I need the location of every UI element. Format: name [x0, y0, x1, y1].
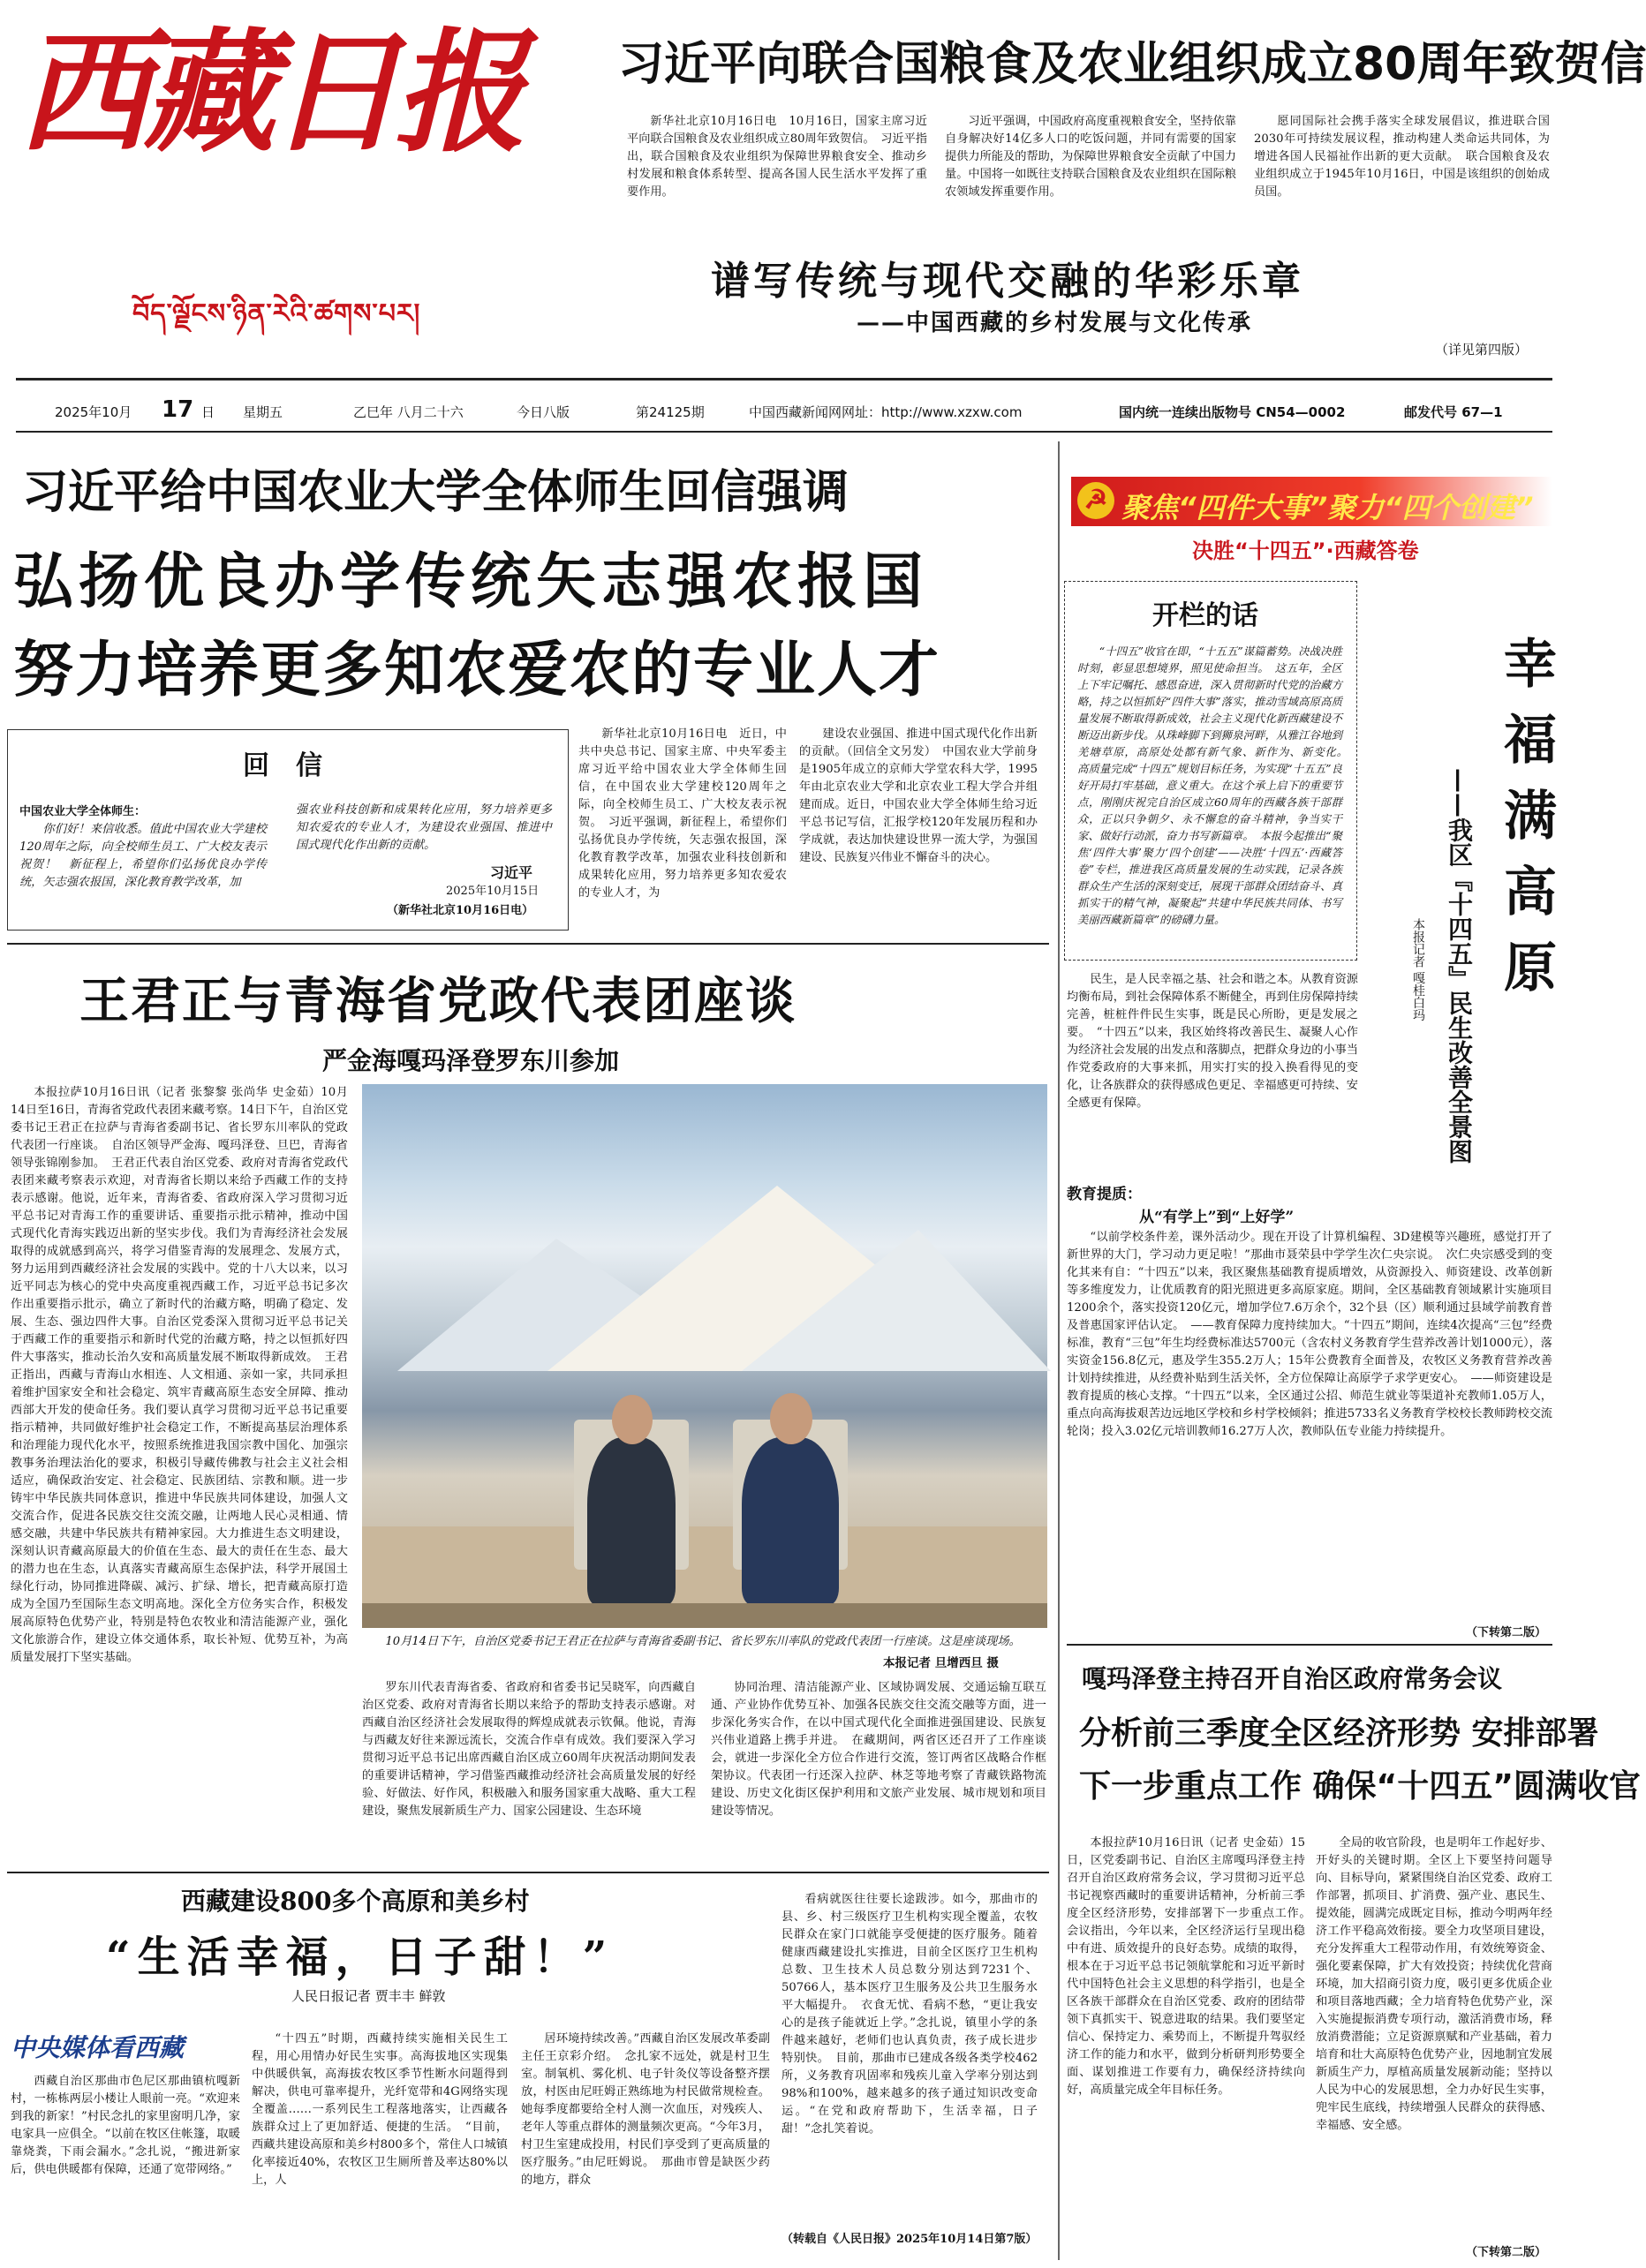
lead-headline-2: 努力培养更多知农爱农的专业人才 [13, 636, 941, 705]
gov-col2: 全局的收官阶段，也是明年工作起好步、开好头的关键时期。全区上下要坚持问题导向、目标导向，紧紧围绕自治区党委、政府工作部署，抓项目、扩消费、强产业、惠民生、提效能，圆满完成既定目标，推动今明两年经济工作平稳高效衔接。要全力攻坚项目建设，充分发挥重大工程带动作用，有效统筹资金、强化要素保障，扩大有效投资；持续优化营商环境，加大招商引资力度，吸引更多优质企业和项目落地西藏；全力培育特色优势产业，深入实施提振消费专项行动，激活消费市场，释放消费潜能；立足资源禀赋和产业基础，着力培育和壮大高原特色优势产业，因地制宜发展新质生产力，厚植高质量发展新动能；坚持以人民为中心的发展思想，全力办好民生实事，兜牢民生底线，持续增强人民群众的获得感、幸福感、安全感。 [1316, 1836, 1552, 2132]
village-headline: “生活幸福，日子甜！” [106, 1933, 615, 1982]
wang-col1: 本报拉萨10月16日讯（记者 张黎黎 张尚华 史金茹）10月14日至16日，青海省党政代表团来藏考察。14日下午，自治区党委书记王君正在拉萨与青海省委副书记、省长罗东川率队的党政代表团一行座谈。 自治区领导严金海、嘎玛泽登、旦巴，青海省领导张锦刚参加。 王君正代表自治区党委、政府对青海省党政代表团来藏考察表示欢迎，对青海省长期以来给予西藏工作的支持表示感谢。他说，近年来，青海省委、省政府深入学习贯彻习近平总书记对青海工作的重要讲话、重要指示批示精神，推动中国式现代化青海实践迈出新的坚实步伐。我们为青海经济社会发展取得的成就感到高兴，将学习借鉴青海的发展理念、发展方式，努力运用到西藏经济社会发展的实践中。党的十八大以来，以习近平同志为核心的党中央高度重视西藏工作，习近平总书记多次作出重要指示批示，确立了新时代的治藏方略，明确了稳定、发展、生态、强边四件大事。自治区党委深入贯彻习近平总书记关于西藏工作的重要指示和新时代党的治藏方略，持之以恒抓好四件大事落实，推动长治久安和高质量发展不断取得新成效。 王君正指出，西藏与青海山水相连、人文相通、亲如一家，共同承担着维护国家安全和社会稳定、筑牢青藏高原生态安全屏障、推动西部大开发的使命任务。我们要认真学习贯彻习近平总书记重要指示精神，共同做好维护社会稳定工作，不断提高基层治理体系和治理能力现代化水平，按照系统推进我国宗教中国化、加强宗教事务治理法治化的要求，积极引导藏传佛教与社会主义社会相适应，确保政治安定、社会稳定、民族团结、宗教和顺。进一步铸牢中华民族共同体意识，推进中华民族共同体建设，加强人文交流合作，促进各民族交往交流交融，让两地人民心灵相通、情感交融，共建中华民族共有精神家园。大力推进生态文明建设，深刻认识青藏高原最大的价值在生态、最大的责任在生态、最大的潜力也在生态，认真落实青藏高原生态保护法，科学开展国土绿化行动，协同推进降碳、减污、扩绿、增长，把青藏高原打造成为全国乃至国际生态文明高地。深化全方位务实合作，积极发展高原特色优势产业，特别是特色农牧业和清洁能源产业，强化文化旅游合作，建设立体交通体系，取长补短、优势互补，为高质量发展打下坚实基础。 [11, 1086, 348, 1664]
letter-salutation: 中国农业大学全体师生： [19, 805, 147, 818]
lead-separator [7, 943, 1049, 945]
column-divider [1058, 441, 1060, 2260]
feature-headline: 谱写传统与现代交融的华彩乐章 [711, 259, 1304, 304]
gov-kicker: 嘎玛泽登主持召开自治区政府常务会议 [1082, 1664, 1503, 1693]
lead-body-1: 新华社北京10月16日电 近日，中共中央总书记、国家主席、中央军委主席习近平给中国农业大学全体师生回信，在中国农业大学建校120周年之际，向全校师生员工、广大校友表示祝贺。 习近平强调，新征程上，希望你们弘扬优良办学传统，矢志强农报国，深化教育教学改革，加强农业科技创新和成果转化应用，努力培养更多知农爱农的专业人才，为 [578, 727, 787, 900]
village-col4: 看病就医往往要长途跋涉。如今，那曲市的县、乡、村三级医疗卫生机构实现全覆盖，农牧民群众在家门口就能享受便捷的医疗服务。随着健康西藏建设扎实推进，目前全区医疗卫生机构总数、卫生技术人员总数分别达到7231个、50766人，基本医疗卫生服务及公共卫生服务水平大幅提升。 衣食无忧、看病不愁，“更让我安心的是孩子能就近上学。”念扎说，镇里小学的条件越来越好，老师们也认真负责，孩子成长进步特别快。 目前，那曲市已建成各级各类学校462所，义务教育巩固率和残疾儿童入学率分别达到98%和100%，越来越多的孩子通过知识改变命运。“在党和政府帮助下，生活幸福，日子甜！”念扎笑着说。 [781, 1893, 1038, 2136]
edu-label: 教育提质： [1067, 1186, 1142, 1203]
village-col2: “十四五”时期，西藏持续实施相关民生工程，用心用情办好民生实事。高海拔地区实现集中供暖供氧，高海拔农牧区季节性断水问题得到解决，供电可靠率提升，光纤宽带和4G网络实现全覆盖……一系列民生工程落地落实，让西藏各族群众过上了更加舒适、便捷的生活。 “目前，西藏共建设高原和美乡村800多个，常住人口城镇化率接近40%，农牧区卫生厕所普及率达80%以上，人 [252, 2032, 508, 2187]
letter-sign: 习近平 [490, 864, 533, 881]
photo-credit: 本报记者 旦增西旦 摄 [883, 1656, 999, 1670]
date-weekday: 星期五 [243, 404, 283, 420]
gov-headline-2: 下一步重点工作 确保“十四五”圆满收官 [1079, 1768, 1641, 1805]
right-continued: （下转第二版） [1466, 1626, 1547, 1639]
top-story-col3: 愿同国际社会携手落实全球发展倡议，推进联合国2030年可持续发展议程，推动构建人类命运共同体，为增进各国人民福祉作出新的更大贡献。 联合国粮食及农业组织成立于1945年10月16日，中国是该组织的创始成员国。 [1254, 115, 1550, 199]
letter-date: 2025年10月15日 [446, 885, 540, 898]
gov-continued: （下转第二版） [1466, 2246, 1547, 2259]
date-lunar: 乙巳年 八月二十六 [353, 404, 464, 420]
gov-headline-1: 分析前三季度全区经济形势 安排部署 [1079, 1715, 1599, 1752]
editorial-title: 开栏的话 [1152, 600, 1258, 631]
photo-head-left [612, 1395, 653, 1444]
date-day-suffix: 日 [201, 404, 215, 420]
lead-kicker: 习近平给中国农业大学全体师生回信强调 [22, 466, 849, 519]
masthead-tibetan: བོད་ལྗོངས་ཉིན་རེའི་ཚགས་པར། [132, 298, 421, 329]
banner-subtitle: 决胜“十四五”·西藏答卷 [1192, 539, 1419, 563]
dateline-rule-bottom [16, 431, 1552, 433]
top-headline: 习近平向联合国粮食及农业组织成立80周年致贺信 [618, 38, 1646, 91]
photo-person-left [587, 1437, 676, 1605]
date-postal: 邮发代号 67—1 [1404, 404, 1503, 420]
date-website: 中国西藏新闻网网址：http://www.xzxw.com [749, 404, 1023, 420]
right-body-2: “以前学校条件差，课外活动少。现在开设了计算机编程、3D建模等兴趣班，感觉打开了新世界的大门，学习动力更足啦！”那曲市聂荣县中学学生次仁央宗说。 次仁央宗感受到的变化其来有自：“十四五”以来，我区聚焦基础教育提质增效，从资源投入、师资建设、改革创新等多维度发力，让优质教育的阳光照进更多高原家庭。期间，全区基础教育领域累计实施项目1200余个，落实投资120亿元，增加学位7.6万余个，32个县（区）顺利通过县域学前教育普及普惠国家评估认定。 ——教育保障力度持续加大。“十四五”期间，连续4次提高“三包”经费标准，教育“三包”年生均经费标准达5700元（含农村义务教育学生营养改善计划1000元），落实资金156.8亿元，惠及学生355.2万人；15年公费教育全面普及，农牧区义务教育营养改善计划持续推进，从经费补贴到生活关怀，全方位保障让高原学子求学更安心。 ——师资建设是教育提质的核心支撑。“十四五”以来，全区通过公招、师范生就业等渠道补充教师1.05万人，重点向高海拔艰苦边远地区学校和乡村学校倾斜；推进5733名义务教育学校校长教师跨校交流轮岗；投入3.02亿元培训教师16.27万人次，教师队伍专业能力持续提升。 [1067, 1231, 1552, 1438]
gov-col1: 本报拉萨10月16日讯（记者 史金茹）15日，区党委副书记、自治区主席嘎玛泽登主持召开自治区政府常务会议，学习贯彻习近平总书记视察西藏时的重要讲话精神，分析前三季度全区经济形势，安排部署下一步重点工作。 会议指出，今年以来，全区经济运行呈现出稳中有进、质效提升的良好态势。成绩的取得，根本在于习近平总书记领航掌舵和习近平新时代中国特色社会主义思想的科学指引，也是全区各族干部群众在自治区党委、政府的团结带领下真抓实干、锐意进取的结果。我们要坚定信心、保持定力、乘势而上，不断提升驾驭经济工作的能力和水平，做到分析研判形势要全面、谋划推进工作要有力，确保经济持续向好，高质量完成全年目标任务。 [1067, 1836, 1318, 2097]
vertical-subhead: ——我区『十四五』民生改善全景图 [1445, 768, 1474, 1164]
letter-body-1: 你们好！来信收悉。值此中国农业大学建校120周年之际，向全校师生员工、广大校友表示祝贺！ 新征程上，希望你们弘扬优良办学传统，矢志强农报国，深化教育教学改革，加 [19, 823, 267, 889]
right-separator [1067, 1644, 1552, 1646]
photo-caption: 10月14日下午，自治区党委书记王君正在拉萨与青海省委副书记、省长罗东川率队的党政代表团一行座谈。这是座谈现场。 [385, 1635, 1021, 1648]
party-emblem-icon: ☭ [1077, 482, 1114, 519]
lead-headline-1: 弘扬优良办学传统矢志强农报国 [13, 547, 929, 617]
village-kicker: 西藏建设800多个高原和美乡村 [181, 1887, 530, 1916]
vertical-headline: 幸福满高原 [1495, 636, 1557, 1015]
masthead [18, 9, 520, 216]
wang-col3: 协同治理、清洁能源产业、区域协调发展、交通运输互联互通、产业协作优势互补、加强各民族交往交流交融等方面，进一步深化务实合作，在以中国式现代化全面推进强国建设、民族复兴伟业道路上携手并进。 在藏期间，两省区还召开了工作座谈会，就进一步深化全方位合作进行交流，签订两省区战略合作框架协议。代表团一行还深入拉萨、林芝等地考察了青藏铁路物流建设、历史文化街区保护利用和文旅产业发展、城市规划和项目建设等情况。 [711, 1681, 1046, 1818]
photo-person-right [742, 1437, 839, 1605]
date-pages: 今日八版 [517, 404, 570, 420]
village-byline: 人民日报记者 贾丰丰 鲜敦 [291, 1988, 446, 2004]
letter-source: （新华社北京10月16日电） [387, 904, 534, 917]
central-media-logo: 中央媒体看西藏 [11, 2033, 185, 2062]
meeting-photo [362, 1084, 1047, 1628]
date-cn: 国内统一连续出版物号 CN54—0002 [1119, 404, 1346, 420]
wang-headline: 王君正与青海省党政代表团座谈 [79, 973, 797, 1030]
wang-separator [7, 1872, 1049, 1873]
top-story-col1: 新华社北京10月16日电 10月16日，国家主席习近平向联合国粮食及农业组织成立80周年致贺信。 习近平指出，联合国粮食及农业组织为保障世界粮食安全、推动乡村发展和粮食体系转型、提高各国人民生活水平发挥了重要作用。 [627, 115, 927, 199]
date-day: 17 [162, 396, 194, 423]
edu-subhead: 从“有学上”到“上好学” [1139, 1209, 1295, 1226]
vertical-byline: 本报记者 嘎桂白玛 [1411, 918, 1425, 1021]
editorial-body: “十四五”收官在即，“十五五”谋篇蓄势。决战决胜时刻，彰显思想境界，照见使命担当。 这五年，全区上下牢记嘱托、感恩奋进，深入贯彻新时代党的治藏方略，持之以恒抓好“四件大事”落实，推动雪域高原高质量发展不断取得新成效，社会主义现代化新西藏建设不断迈出新步伐。从珠峰脚下到狮泉河畔，从雅江谷地到羌塘草原，高原处处都有新气象、新作为、新变化。 高质量完成“十四五”规划目标任务，为实现“十五五”良好开局打牢基础，意义重大。在这个承上启下的重要节点，刚刚庆祝完自治区成立60周年的西藏各族干部群众，正以只争朝夕、永不懈怠的奋斗精神，争当实干家、做好行动派，奋力书写新篇章。 本报今起推出“聚焦‘四件大事’聚力‘四个创建’——决胜‘十四五’·西藏答卷”专栏，推进我区高质量发展的生动实践，记录各族群众生产生活的深刻变迁，展现干部群众团结奋斗、真抓实干的精气神，凝聚起“共建中华民族共同体、书写美丽西藏新篇章”的磅礴力量。 [1077, 644, 1354, 926]
village-source: （转载自《人民日报》2025年10月14日第7版） [781, 2233, 1038, 2246]
date-prefix: 2025年10月 [55, 404, 132, 420]
photo-mountain-right [742, 1230, 1051, 1371]
village-col1: 西藏自治区那曲市色尼区那曲镇杭嘎新村，一栋栋两层小楼让人眼前一亮。“欢迎来到我的新家！”村民念扎的家里窗明几净，家电家具一应俱全。“以前在牧区住帐篷，取暖靠烧粪，下雨会漏水。”念扎说，“搬进新家后，供电供暖都有保障，还通了宽带网络。” [11, 2075, 240, 2176]
wang-col2: 罗东川代表青海省委、省政府和省委书记吴晓军，向西藏自治区党委、政府对青海省长期以来给予的帮助支持表示感谢。对西藏自治区经济社会发展取得的辉煌成就表示钦佩。他说，青海与西藏友好往来源远流长，交流合作卓有成效。我们要深入学习贯彻习近平总书记出席西藏自治区成立60周年庆祝活动期间发表的重要讲话精神，学习借鉴西藏推动经济社会高质量发展的好经验、好做法、好作风，积极融入和服务国家重大战略、重大工程建设，聚焦发展新质生产力、国家公园建设、生态环境 [362, 1681, 696, 1818]
dateline-rule-top [16, 378, 1552, 381]
lead-body-2: 建设农业强国、推进中国式现代化作出新的贡献。（回信全文另发） 中国农业大学前身是1905年成立的京师大学堂农科大学，1995年由北京农业大学和北京农业工程大学合并组建而成。近日，中国农业大学全体师生给习近平总书记写信，汇报学校120年发展历程和办学成就，表达加快建设世界一流大学，为强国建设、民族复兴伟业不懈奋斗的决心。 [799, 727, 1038, 864]
right-body-1: 民生，是人民幸福之基、社会和谐之本。从教育资源均衡布局，到社会保障体系不断健全，再到住房保障持续完善，桩桩件件民生实事，既是民心所盼，更是发展之要。 “十四五”以来，我区始终将改善民生、凝聚人心作为经济社会发展的出发点和落脚点，把群众身边的小事当作党委政府的大事来抓，用实打实的投入换看得见的变化，让各族群众的获得感成色更足、幸福感更可持续、安全感更有保障。 [1067, 973, 1358, 1110]
dateline-bar [0, 396, 1567, 427]
feature-note: （详见第四版） [1435, 342, 1529, 358]
top-story-col2: 习近平强调，中国政府高度重视粮食安全，坚持依靠自身解决好14亿多人口的吃饭问题，并同有需要的国家提供力所能及的帮助，为保障世界粮食安全贡献了中国力量。中国将一如既往支持联合国粮食及农业组织在国际粮农领域发挥重要作用。 [945, 115, 1236, 199]
photo-table [362, 1603, 1047, 1628]
photo-head-right [770, 1393, 812, 1444]
wang-subhead: 严金海嘎玛泽登罗东川参加 [322, 1046, 620, 1075]
letter-body-2: 强农业科技创新和成果转化应用，努力培养更多知农爱农的专业人才，为建设农业强国、推进中国式现代化作出新的贡献。 [296, 803, 552, 852]
village-col3: 居环境持续改善。”西藏自治区发展改革委副主任王京彩介绍。 念扎家不远处，就是村卫生室。制氧机、雾化机、电子针灸仪等设备整齐摆放，村医由尼旺姆正熟练地为村民做常规检查。她每季度都要给全村人测一次血压，对残疾人、老年人等重点群体的测量频次更高。“今年3月，村卫生室建成投用，村民们享受到了更高质量的医疗服务。”由尼旺姆说。 那曲市曾是缺医少药的地方，群众 [521, 2032, 770, 2187]
banner-title: 聚焦“四件大事”聚力“四个创建” [1121, 491, 1534, 524]
masthead-title: 西藏日报 [18, 15, 520, 170]
feature-subhead: ——中国西藏的乡村发展与文化传承 [857, 310, 1253, 336]
letter-title: 回 信 [243, 750, 322, 781]
date-issue: 第24125期 [636, 404, 705, 420]
